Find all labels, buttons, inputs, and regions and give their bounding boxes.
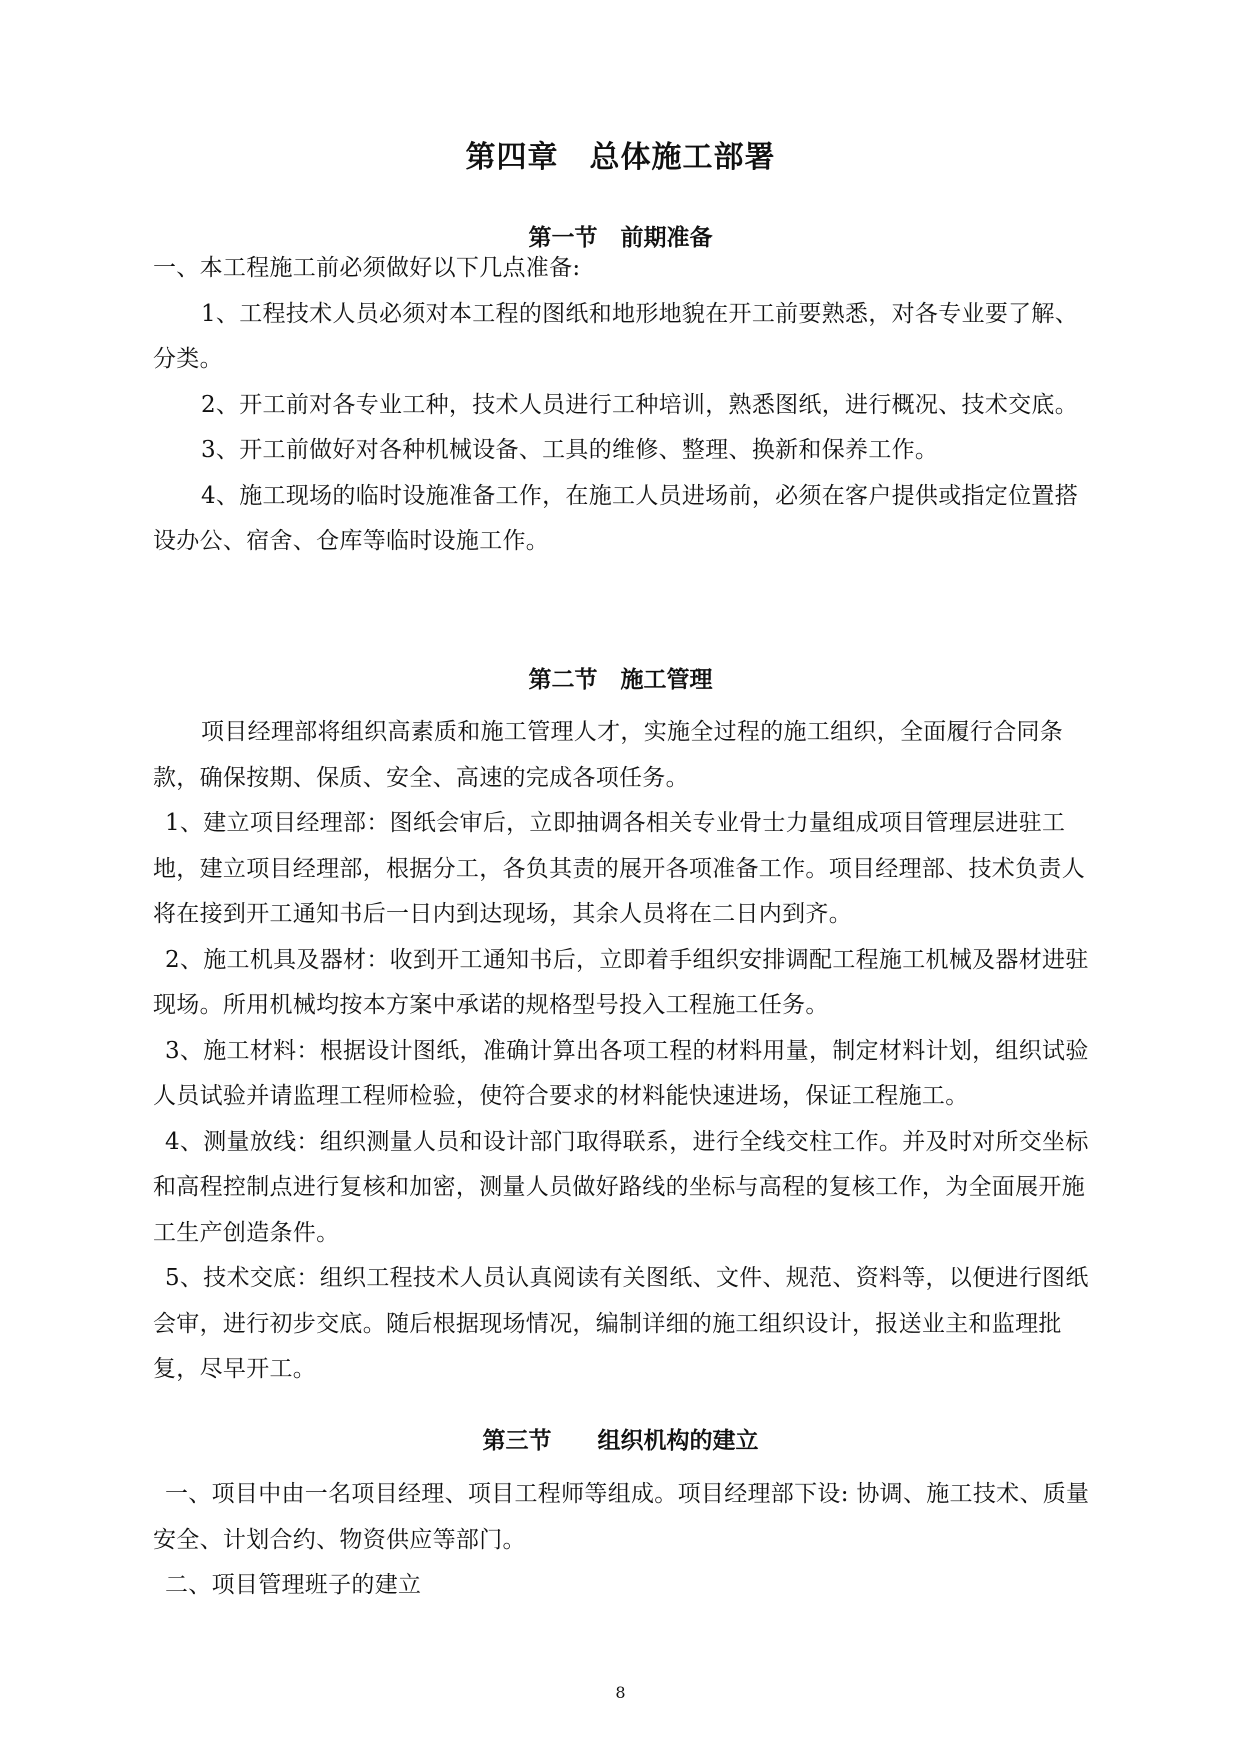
paragraph: 4、施工现场的临时设施准备工作，在施工人员进场前，必须在客户提供或指定位置搭设办公、宿舍、仓库等临时设施工作。 xyxy=(153,482,1079,554)
paragraph: 项目经理部将组织高素质和施工管理人才，实施全过程的施工组织，全面履行合同条款，确保按期、保质、安全、高速的完成各项任务。 xyxy=(153,719,1064,791)
section-title-3: 第三节 组织机构的建立 xyxy=(482,1427,759,1454)
section-1-body xyxy=(153,246,1090,565)
paragraph: 3、开工前做好对各种机械设备、工具的维修、整理、换新和保养工作。 xyxy=(201,437,939,463)
page-number: 8 xyxy=(615,1683,626,1702)
paragraph: 5、技术交底：组织工程技术人员认真阅读有关图纸、文件、规范、资料等，以便进行图纸会审，进行初步交底。随后根据现场情况，编制详细的施工组织设计，报送业主和监理批复，尽早开工。 xyxy=(153,1265,1089,1382)
paragraph: 2、施工机具及器材：收到开工通知书后，立即着手组织安排调配工程施工机械及器材进驻现场。所用机械均按本方案中承诺的规格型号投入工程施工任务。 xyxy=(153,946,1089,1018)
paragraph: 一、本工程施工前必须做好以下几点准备: xyxy=(153,255,581,281)
paragraph: 1、工程技术人员必须对本工程的图纸和地形地貌在开工前要熟悉，对各专业要了解、分类。 xyxy=(153,300,1079,372)
paragraph: 1、建立项目经理部：图纸会审后，立即抽调各相关专业骨士力量组成项目管理层进驻工地，建立项目经理部，根据分工，各负其责的展开各项准备工作。项目经理部、技术负责人将在接到开工通知书后一日内到达现场，其余人员将在二日内到齐。 xyxy=(153,810,1085,927)
section-2-body xyxy=(153,710,1090,1393)
paragraph: 3、施工材料：根据设计图纸，准确计算出各项工程的材料用量，制定材料计划，组织试验人员试验并请监理工程师检验，使符合要求的材料能快速进场，保证工程施工。 xyxy=(153,1037,1089,1109)
paragraph: 二、项目管理班子的建立 xyxy=(165,1572,422,1598)
paragraph: 一、项目中由一名项目经理、项目工程师等组成。项目经理部下设: 协调、施工技术、质量安全、计划合约、物资供应等部门。 xyxy=(153,1481,1090,1553)
chapter-title: 第四章 总体施工部署 xyxy=(465,140,776,175)
section-title-1: 第一节 前期准备 xyxy=(528,224,713,251)
paragraph: 2、开工前对各专业工种，技术人员进行工种培训，熟悉图纸，进行概况、技术交底。 xyxy=(201,391,1079,418)
section-3-body xyxy=(153,1472,1090,1609)
section-title-2: 第二节 施工管理 xyxy=(528,666,713,693)
paragraph: 4、测量放线：组织测量人员和设计部门取得联系，进行全线交柱工作。并及时对所交坐标和高程控制点进行复核和加密，测量人员做好路线的坐标与高程的复核工作，为全面展开施工生产创造条件。 xyxy=(153,1128,1089,1246)
